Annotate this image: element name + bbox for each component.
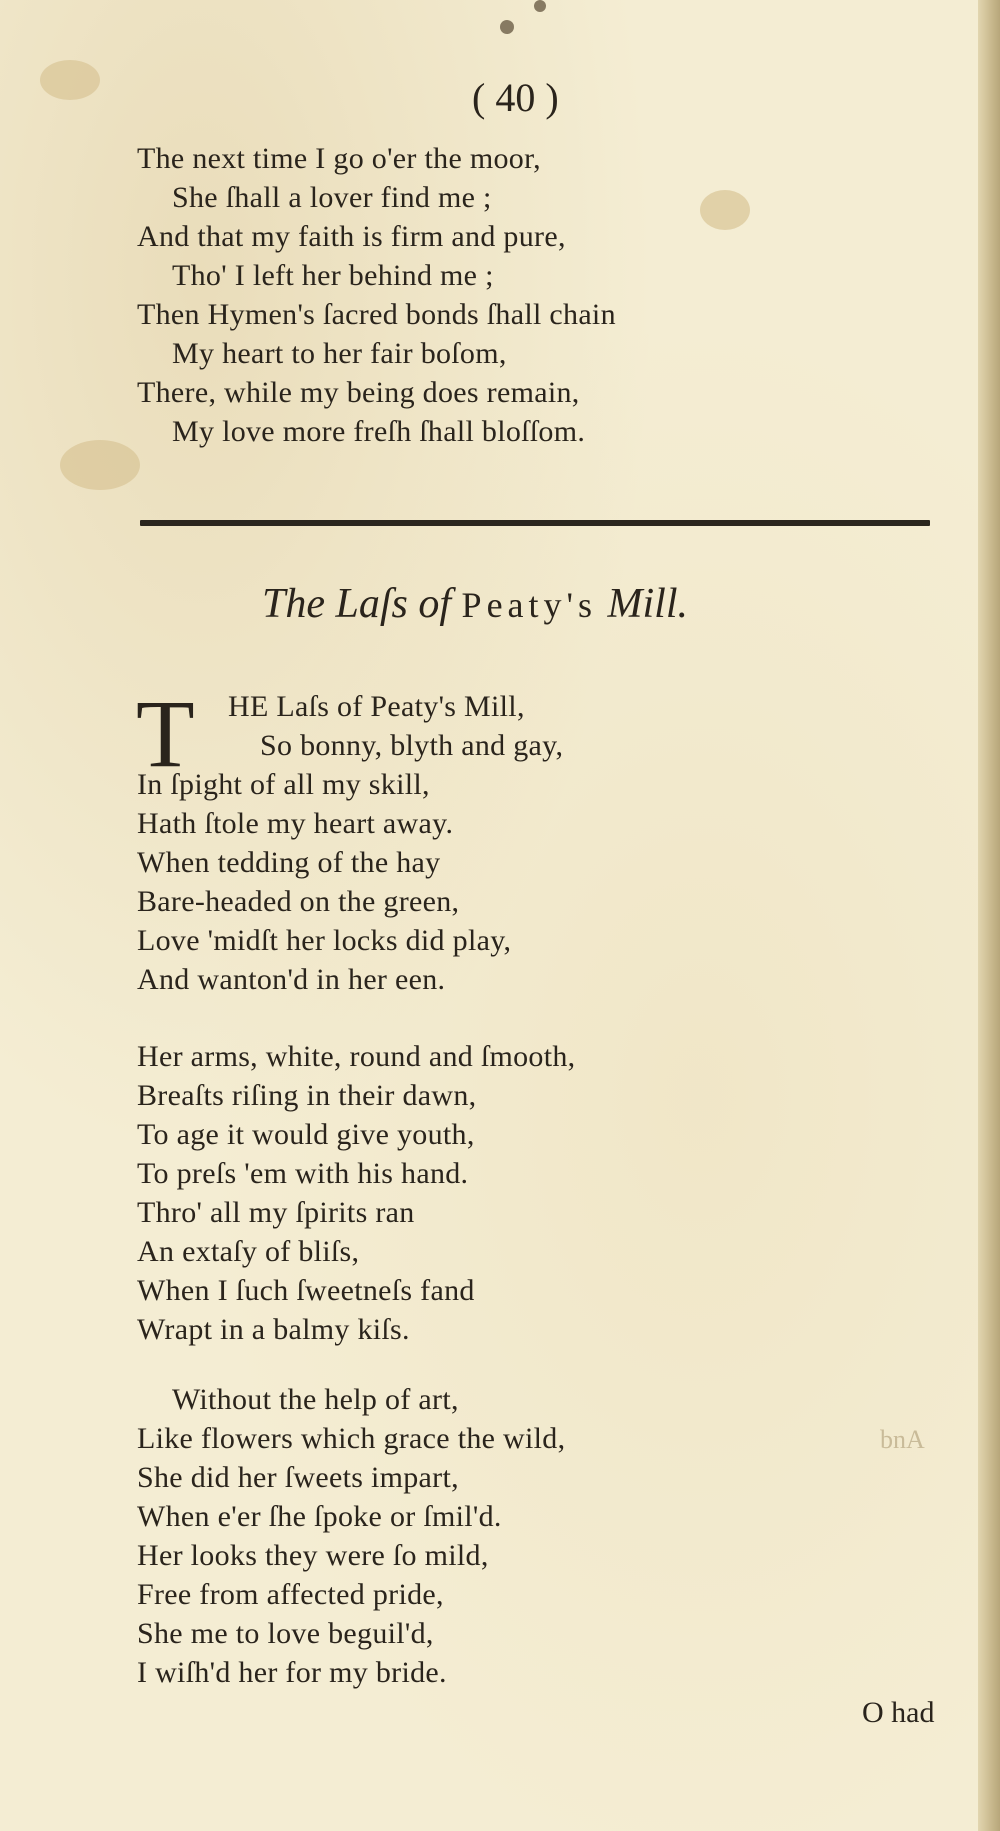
verse-line: Her arms, white, round and ſmooth, bbox=[137, 1040, 576, 1073]
verse-line: Then Hymen's ſacred bonds ſhall chain bbox=[137, 298, 616, 331]
verse-line: I wiſh'd her for my bride. bbox=[137, 1656, 447, 1689]
ink-speck bbox=[534, 0, 546, 12]
song-title bbox=[262, 580, 688, 628]
verse-line: In ſpight of all my skill, bbox=[137, 768, 430, 801]
verse-line: Her looks they were ſo mild, bbox=[137, 1539, 489, 1572]
verse-line: When I ſuch ſweetneſs fand bbox=[137, 1274, 475, 1307]
catchword: O had bbox=[862, 1696, 935, 1729]
verse-line: Hath ſtole my heart away. bbox=[137, 807, 454, 840]
verse-line: My love more freſh ſhall bloſſom. bbox=[172, 415, 586, 448]
verse-line: Like flowers which grace the wild, bbox=[137, 1422, 566, 1455]
foxing-stain bbox=[40, 60, 100, 100]
verse-line: HE Laſs of Peaty's Mill, bbox=[228, 690, 525, 723]
verse-line: Love 'midſt her locks did play, bbox=[137, 924, 512, 957]
verse-line: And that my faith is firm and pure, bbox=[137, 220, 566, 253]
title-part-1: The Laſs of bbox=[262, 581, 452, 627]
verse-line: To preſs 'em with his hand. bbox=[137, 1157, 469, 1190]
verse-line: Thro' all my ſpirits ran bbox=[137, 1196, 415, 1229]
section-divider bbox=[140, 520, 930, 526]
title-part-3: Mill. bbox=[607, 581, 689, 627]
bleed-through-text: bnA bbox=[880, 1425, 925, 1454]
drop-cap: T bbox=[136, 680, 195, 787]
verse-line: Breaſts riſing in their dawn, bbox=[137, 1079, 477, 1112]
verse-line: When tedding of the hay bbox=[137, 846, 441, 879]
verse-line: Tho' I left her behind me ; bbox=[172, 259, 494, 292]
verse-line: She ſhall a lover find me ; bbox=[172, 181, 492, 214]
verse-line: So bonny, blyth and gay, bbox=[260, 729, 564, 762]
verse-line: Free from affected pride, bbox=[137, 1578, 444, 1611]
verse-line: My heart to her fair boſom, bbox=[172, 337, 507, 370]
verse-line: When e'er ſhe ſpoke or ſmil'd. bbox=[137, 1500, 502, 1533]
title-part-2: Peaty's bbox=[461, 585, 598, 625]
ink-speck bbox=[500, 20, 514, 34]
page-number: ( 40 ) bbox=[472, 75, 559, 120]
verse-line: The next time I go o'er the moor, bbox=[137, 142, 541, 175]
verse-line: To age it would give youth, bbox=[137, 1118, 475, 1151]
verse-line: There, while my being does remain, bbox=[137, 376, 580, 409]
verse-line: She me to love beguil'd, bbox=[137, 1617, 434, 1650]
verse-line: Wrapt in a balmy kiſs. bbox=[137, 1313, 410, 1346]
verse-line: Bare-headed on the green, bbox=[137, 885, 460, 918]
verse-line: Without the help of art, bbox=[172, 1383, 459, 1416]
foxing-stain bbox=[700, 190, 750, 230]
verse-line: She did her ſweets impart, bbox=[137, 1461, 459, 1494]
foxing-stain bbox=[60, 440, 140, 490]
verse-line: And wanton'd in her een. bbox=[137, 963, 446, 996]
page-gutter bbox=[978, 0, 1000, 1831]
verse-line: An extaſy of bliſs, bbox=[137, 1235, 360, 1268]
